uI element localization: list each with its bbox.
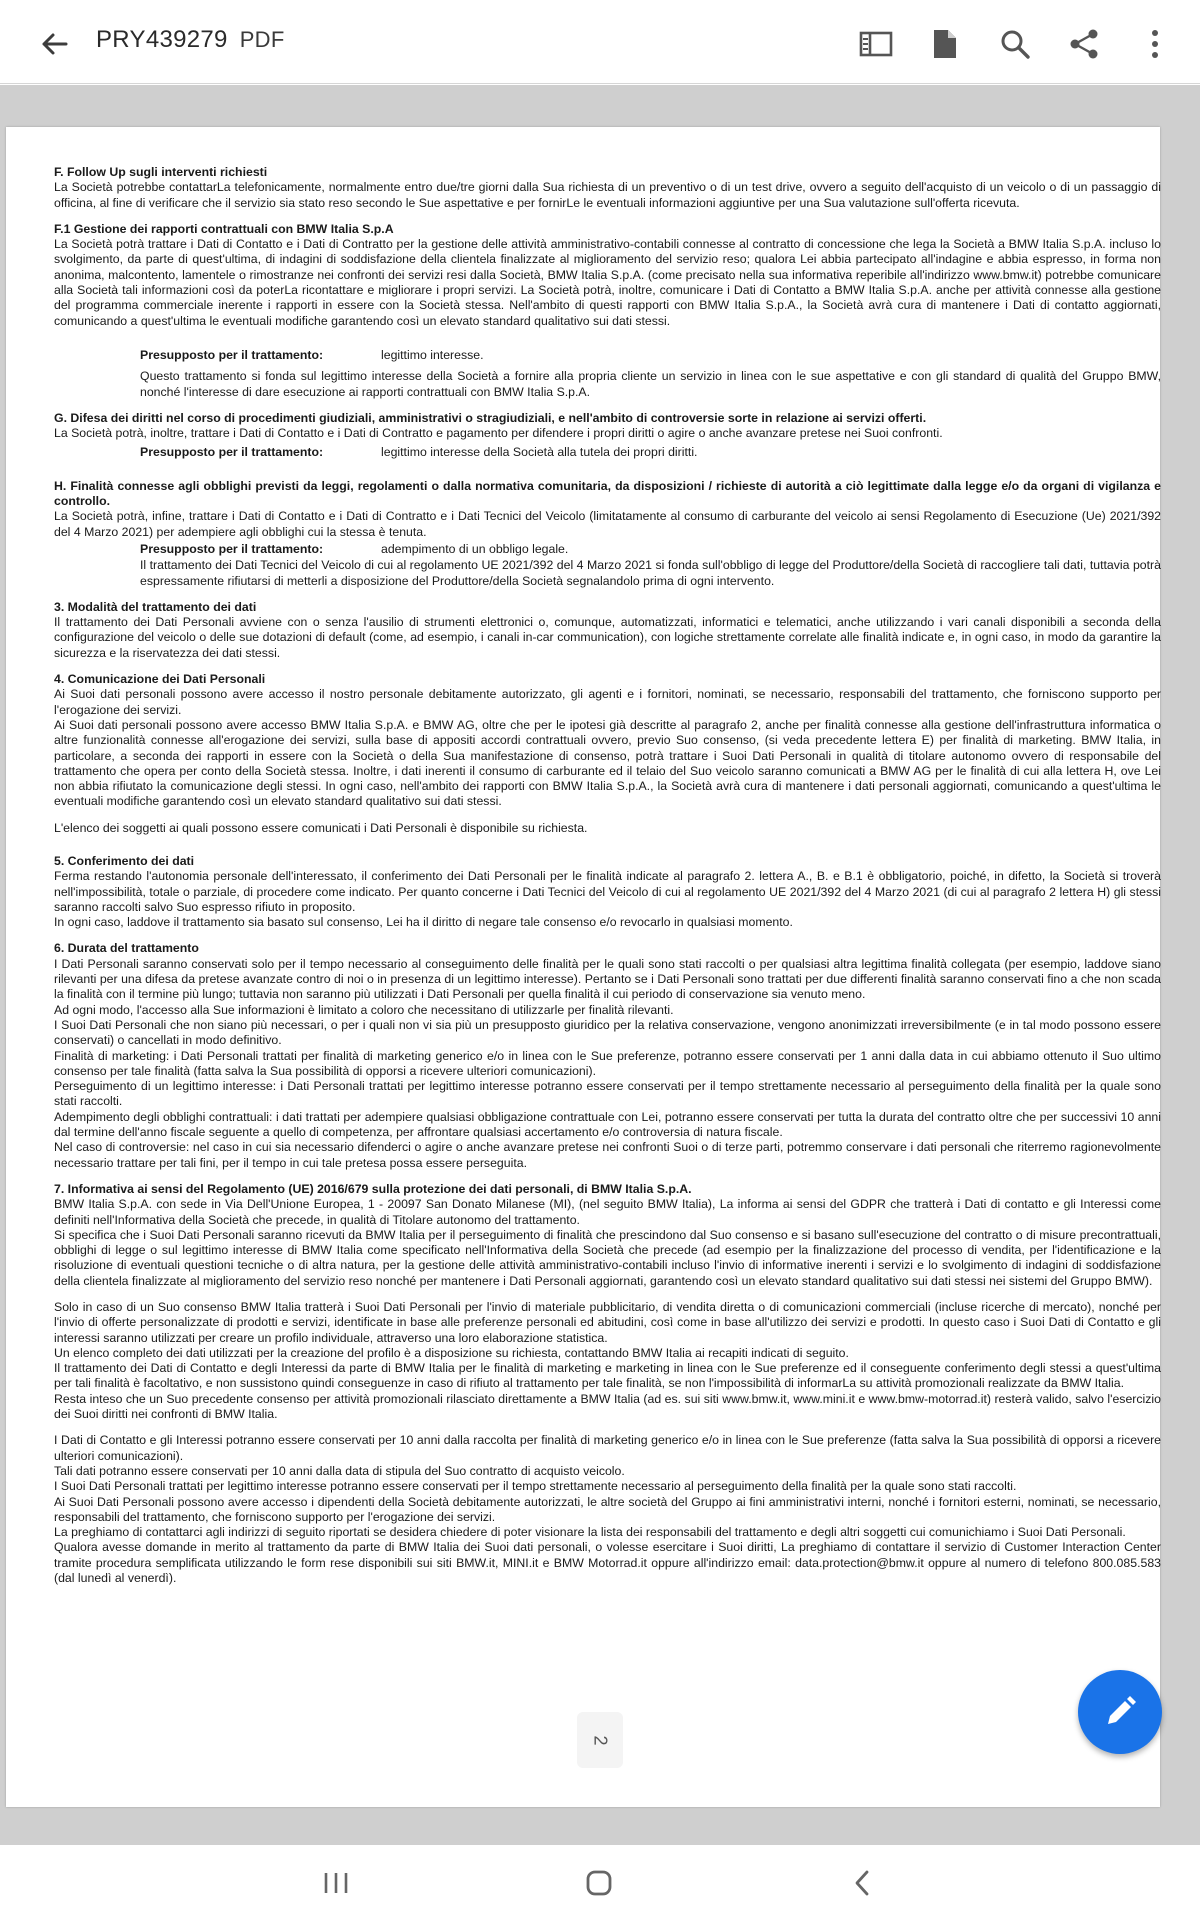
section-h-title: H. Finalità connesse agli obblighi previsti da leggi, regolamenti o dalla normativa comunitaria, da disposizioni / richieste di autorità a ciò legittimate dalla legge e/o da organi di vigilanza e controllo. xyxy=(54,478,1161,509)
pdf-page xyxy=(6,127,1160,1807)
pdf-viewport[interactable] xyxy=(0,85,1200,1845)
section-4-p2: Ai Suoi dati personali possono avere accesso BMW Italia S.p.A. e BMW AG, oltre che per le ipotesi già descritte al paragrafo 2, anche per finalità connesse alla gestione dell'infrastruttura informatica o altre funzionalità connesse all'erogazione dei servizi, sulla base di appositi accordi contrattuali ovvero, previo Suo consenso, (si veda precedente lettera E) per finalità di marketing. BMW Italia, in particolare, a seconda dei rapporti in essere con la Società o della Sua manifestazione di consenso, potrà trattare i Suoi Dati Personali in qualità di titolare autonomo ovvero di responsabile del trattamento che opera per conto della Società stessa. Inoltre, i dati inerenti il consumo di carburante ed il telaio del Suo veicolo saranno comunicati a BMW AG per le finalità di cui alla lettera H, ove Lei non abbia rifiutato la comunicazione degli stessi. In ogni caso, nell'ambito dei rapporti con BMW Italia S.p.A., la Società avrà cura di mantenere i dati personali aggiornati, comunicando a quest'ultima le eventuali modifiche garantendo così un elevato standard qualitativo sui dati stessi. xyxy=(54,717,1161,809)
section-7-p12: Qualora avesse domande in merito al trattamento da parte di BMW Italia dei Suoi dati personali, o volesse esercitare i Suoi diritti, La preghiamo di contattare il servizio di Customer Interaction Center tramite procedura semplificata utilizzando le form rese disponibili sui siti BMW.it, MINI.it e BMW Motorrad.it oppure all'indirizzo email: data.protection@bmw.it oppure al numero di telefono 800.085.583 (dal lunedì al venerdì). xyxy=(54,1540,1161,1586)
spacer xyxy=(54,810,1161,821)
section-6-p7: Nel caso di controversie: nel caso in cui sia necessario difenderci o agire o anche avanzare pretese nei confronti Suoi o di terze parti, potremmo conservare i dati personali che riterremo ragionevolmente necessario trattare per tali fini, per il tempo in cui tale pretesa possa essere perseguita. xyxy=(54,1140,1161,1170)
basis-label: Presupposto per il trattamento: xyxy=(140,541,324,556)
section-7-p2: Si specifica che i Suoi Dati Personali saranno ricevuti da BMW Italia per il perseguimento di finalità che prescindono dal Suo consenso e si basano sull'esecuzione del contratto o di misure precontrattuali, obblighi di legge o sul legittimo interesse di BMW Italia come specificato nell'Informativa della Società che precede (ad esempio per la finalizzazione del processo di vendita, per l'identificazione e la risoluzione di eventuali questioni tecniche o di altra natura, per la gestione delle attività amministrativo-contabili incluso l'invio di informative inerenti i servizi e lo svolgimento di indagini di soddisfazione della clientela finalizzate al miglioramento del servizio reso nonché per mantenere i Dati Personali aggiornati, garantendo così un elevato standard qualitativo sui dati stessi nei sistemi del Gruppo BMW). xyxy=(54,1227,1161,1288)
edit-fab-button[interactable] xyxy=(1078,1670,1162,1754)
section-6-p2: Ad ogni modo, l'accesso alla Sue informazioni è limitato a coloro che necessitano di utilizzarle per finalità rilevanti. xyxy=(54,1002,674,1017)
section-f1-title: F.1 Gestione dei rapporti contrattuali con BMW Italia S.p.A xyxy=(54,221,394,236)
section-f1-basis-text: Questo trattamento si fonda sul legittimo interesse della Società a fornire alla propria cliente un servizio in linea con le sue aspettative e con gli standard di qualità del Gruppo BMW, nonché l'interesse di dare esecuzione ai rapporti contrattuali con BMW Italia S.p.A. xyxy=(140,369,1161,399)
document-icon xyxy=(932,28,958,60)
pencil-icon xyxy=(1103,1695,1137,1729)
section-7-p8: Tali dati potranno essere conservati per 10 anni dalla data di stipula del Suo contratto di acquisto veicolo. xyxy=(54,1463,625,1478)
search-icon xyxy=(999,28,1031,60)
section-5-p1: Ferma restando l'autonomia personale dell'interessato, il conferimento dei Dati Personali per le finalità indicate al paragrafo 2. lettera A., B. e B.1 è obbligatorio, poiché, in difetto, la Società si troverà nell'impossibilità, totale o parziale, di procedere come indicato. Per quanto concerne i Dati Tecnici del Veicolo di cui al regolamento UE 2021/392 del 4 Marzo 2021 (di cui al paragrafo 2 lettera H) gli stessi saranno raccolti salvo Suo espresso rifiuto in proposito. xyxy=(54,869,1161,914)
section-4-p3: L'elenco dei soggetti ai quali possono essere comunicati i Dati Personali è disponibile su richiesta. xyxy=(54,820,588,835)
section-f-text: La Società potrebbe contattarLa telefonicamente, normalmente entro due/tre giorni dalla Sua richiesta di un preventivo o di un test drive, ovvero a seguito dell'acquisto di un veicolo o di un passaggio di officina, al fine di verificare che il servizio sia stato reso secondo le Sue aspettative e per fornirLe le eventuali informazioni aggiuntive per una Sua valutazione sull'offerta ricevuta. xyxy=(54,180,1161,210)
recent-apps-button[interactable] xyxy=(314,1861,358,1905)
recent-apps-icon xyxy=(321,1870,351,1896)
layout-icon xyxy=(859,30,893,58)
back-arrow-icon xyxy=(34,24,74,64)
document-text xyxy=(54,165,1161,1586)
section-6-p4: Finalità di marketing: i Dati Personali trattati per finalità di marketing generico e/o in linea con le Sue preferenze, potranno essere conservati per 1 anni dalla data in cui abbiamo ottenuto il Suo ultimo consenso per tale finalità (fatta salva la Sua possibilità di opporsi a ricevere ulteriori comunicazioni). xyxy=(54,1048,1161,1078)
section-f1-text: La Società potrà trattare i Dati di Contatto e i Dati di Contratto per la gestione delle attività amministrativo-contabili connesse al contratto di concessione che lega la Società a BMW Italia S.p.A. incluso lo svolgimento, da parte di quest'ultima, di indagini di soddisfazione della clientela finalizzate al miglioramento del servizio reso; qualora Lei abbia partecipato all'indagine e abbia espresso, in forma non anonima, malcontento, lamentele o rimostranze nei confronti dei servizi resi dalla Società, BMW Italia S.p.A. (come precisato nella sua informativa reperibile all'indirizzo www.bmw.it) potrebbe comunicare alla Società tali informazioni così da poterLa ricontattare e migliorare i propri servizi. La Società potrà, inoltre, comunicare i Dati di Contatto a BMW Italia S.p.A. anche per attività connesse alla gestione del programma commerciale inerente i rapporti in essere con la Società stessa. Nell'ambito di questi rapporti con BMW Italia S.p.A., la Società avrà cura di mantenere i Dati di contatto aggiornati, comunicando a quest'ultima le eventuali modifiche garantendo così un elevato standard qualitativo sui dati stessi. xyxy=(54,237,1161,328)
section-7-title: 7. Informativa ai sensi del Regolamento (UE) 2016/679 sulla protezione dei dati personali, di BMW Italia S.p.A. xyxy=(54,1181,692,1196)
section-g-basis xyxy=(140,445,1161,460)
home-icon xyxy=(584,1868,614,1898)
top-app-bar xyxy=(0,0,1200,84)
section-g-text: La Società potrà, inoltre, trattare i Dati di Contatto e i Dati di Contratto e pagamento per difendere i propri diritti o agire o anche avanzare pretese nei Suoi confronti. xyxy=(54,426,943,441)
more-vert-icon xyxy=(1150,29,1160,59)
section-4-p1: Ai Suoi dati personali possono avere accesso il nostro personale debitamente autorizzato, gli agenti e i fornitori, nominati, se necessario, responsabili del trattamento, che forniscono supporto per l'erogazione dei servizi. xyxy=(54,687,1161,717)
spacer xyxy=(54,1289,1161,1300)
section-3-title: 3. Modalità del trattamento dei dati xyxy=(54,599,257,614)
more-options-button[interactable] xyxy=(1135,24,1175,64)
section-g-title: G. Difesa dei diritti nel corso di procedimenti giudiziali, amministrativi o stragiudiziali, e nell'ambito di controversie sorte in relazione ai servizi offerti. xyxy=(54,410,927,425)
section-7-p5: Il trattamento dei Dati di Contatto e degli Interessi da parte di BMW Italia per le finalità di marketing e marketing in linea con le Sue preferenze ed il conseguente conferimento degli stessi a quest'ultima per tali finalità è facoltativo, e non sussistono quindi conseguenze in caso di rifiuto al trattamento per tale finalità, se non l'impossibilità di informarLa su attività promozionali realizzate da BMW Italia. xyxy=(54,1361,1161,1391)
section-6-p5: Perseguimento di un legittimo interesse: i Dati Personali trattati per legittimo interesse potranno essere conservati per il tempo strettamente necessario al perseguimento della finalità per la quale sono stati raccolti. xyxy=(54,1079,1161,1109)
section-5-p2: In ogni caso, laddove il trattamento sia basato sul consenso, Lei ha il diritto di negare tale consenso e/o revocarlo in qualsiasi momento. xyxy=(54,915,793,930)
section-7-p7: I Dati di Contatto e gli Interessi potranno essere conservati per 10 anni dalla raccolta per finalità di marketing generico e/o in linea con le Sue preferenze (fatta salva la Sua possibilità di opporsi a ricevere ulteriori comunicazioni). xyxy=(54,1433,1161,1463)
back-button[interactable] xyxy=(34,24,74,64)
section-6-p1: I Dati Personali saranno conservati solo per il tempo necessario al conseguimento delle finalità per le quali sono stati raccolti o per qualsiasi altra legittima finalità collegata (per esempio, laddove siano rilevanti per una difesa da pretese avanzate contro di noi o in presenza di un legittimo interesse). Pertanto se i Dati Personali sono trattati per due differenti finalità saranno conservati fino a che non scada la finalità con il termine più lungo; tuttavia non saranno più utilizzati i Dati Personali per quella finalità il cui periodo di conservazione sia venuto meno. xyxy=(54,956,1161,1002)
section-7-p10: Ai Suoi Dati Personali possono avere accesso i dipendenti della Società debitamente autorizzati, le altre società del Gruppo ai fini amministrativi interni, nonché i fornitori esterni, nominati, se necessario, responsabili del trattamento, che forniscono supporto per l'erogazione dei servizi. xyxy=(54,1494,1161,1524)
nav-back-icon xyxy=(851,1868,873,1898)
basis-value: legittimo interesse della Società alla tutela dei propri diritti. xyxy=(381,445,698,460)
section-7-p3: Solo in caso di un Suo consenso BMW Italia tratterà i Suoi Dati Personali per l'invio di materiale pubblicitario, di vendita diretta o di comunicazioni commerciali (incluse ricerche di mercato), nonché per l'invio di offerte personalizzate di prodotti e servizi, identificate in base alle preferenze personali ed abitudini, così come in base all'utilizzo dei servizi e prodotti. In questo caso i Suoi Dati di Contatto e gli interessi saranno utilizzati per creare un profilo individuale, attraverso una loro elaborazione statistica. xyxy=(54,1300,1161,1345)
share-button[interactable] xyxy=(1064,24,1104,64)
section-7-p9: I Suoi Dati Personali trattati per legittimo interesse potranno essere conservati per il tempo strettamente necessario al perseguimento della finalità per la quale sono stati raccolti. xyxy=(54,1479,1017,1494)
file-name: PRY439279 xyxy=(96,26,228,53)
page-number: 2 xyxy=(590,1734,611,1746)
home-button[interactable] xyxy=(577,1861,621,1905)
layout-button[interactable] xyxy=(856,24,896,64)
basis-value: adempimento di un obbligo legale. xyxy=(381,541,569,556)
search-button[interactable] xyxy=(995,24,1035,64)
section-6-p3: I Suoi Dati Personali che non siano più necessari, o per i quali non vi sia più un presupposto giuridico per la relativa conservazione, vengono anonimizzati irreversibilmente (e in tal modo possono essere conservati) o cancellati in modo definitivo. xyxy=(54,1017,1161,1048)
system-navigation-bar xyxy=(0,1845,1200,1920)
section-h-text: La Società potrà, infine, trattare i Dati di Contatto e i Dati di Contratto e i Dati Tecnici del Veicolo (limitatamente al consumo di carburante del veicolo ai sensi Regolamento di Esecuzione (Ue) 2021/392 del 4 Marzo 2021) per adempiere agli obblighi cui la stessa è tenuta. xyxy=(54,509,1161,539)
file-type: PDF xyxy=(239,27,285,52)
spacer xyxy=(54,1422,1161,1433)
section-6-title: 6. Durata del trattamento xyxy=(54,941,199,956)
section-3-text: Il trattamento dei Dati Personali avviene con o senza l'ausilio di strumenti elettronici o, comunque, automatizzati, informatici e telematici, anche utilizzando i vari canali disponibili a seconda della configurazione del veicolo o delle sue dotazioni di default (come, ad esempio, i canali in-car communication), con logiche strettamente correlate alle finalità indicate e, in ogni caso, in modo da garantire la sicurezza e la riservatezza dei dati stessi. xyxy=(54,615,1161,660)
section-7-p4: Un elenco completo dei dati utilizzati per la creazione del profilo è a disposizione su richiesta, contattando BMW Italia ai recapiti indicati di seguito. xyxy=(54,1345,849,1360)
share-icon xyxy=(1068,28,1100,60)
document-button[interactable] xyxy=(925,24,965,64)
page-number-indicator xyxy=(577,1712,623,1768)
basis-label: Presupposto per il trattamento: xyxy=(140,445,324,460)
section-f-title: F. Follow Up sugli interventi richiesti xyxy=(54,165,268,179)
basis-value: legittimo interesse. xyxy=(381,347,484,362)
basis-label: Presupposto per il trattamento: xyxy=(140,347,324,362)
section-h-basis-text: Il trattamento dei Dati Tecnici del Veicolo di cui al regolamento UE 2021/392 del 4 Marzo 2021 si fonda sull'obbligo di legge del Produttore/della Società di raccogliere tali dati, tuttavia potrà espressamente rifiutarsi di metterli a disposizione del Produttore/della Società segnalandolo prima di ogni intervento. xyxy=(140,558,1161,588)
file-title xyxy=(96,26,285,54)
section-4-title: 4. Comunicazione dei Dati Personali xyxy=(54,672,266,687)
section-7-p1: BMW Italia S.p.A. con sede in Via Dell'Unione Europea, 1 - 20097 San Donato Milanese (MI), (nel seguito BMW Italia), La informa ai sensi del GDPR che tratterà i Dati di contatto e gli Interessi come definiti nell'Informativa della Società che precede, in qualità di Titolare autonomo del trattamento. xyxy=(54,1197,1161,1227)
section-7-p6: Resta inteso che un Suo precedente consenso per attività promozionali rilasciato direttamente a BMW Italia (ad es. sui siti www.bmw.it, www.mini.it e www.bmw-motorrad.it) resterà valido, salvo l'esercizio dei Suoi diritti nei confronti di BMW Italia. xyxy=(54,1391,1161,1422)
section-h-basis xyxy=(140,542,1161,557)
nav-back-button[interactable] xyxy=(840,1861,884,1905)
section-6-p6: Adempimento degli obblighi contrattuali: i dati trattati per adempiere qualsiasi obbligazione contrattuale con Lei, potranno essere conservati per tutta la durata del contratto oltre che per successivi 10 anni dal termine dell'anno fiscale seguente a quello di competenza, per affrontare qualsiasi accertamento e/o controversia di natura fiscale. xyxy=(54,1109,1161,1140)
section-7-p11: La preghiamo di contattarci agli indirizzi di seguito riportati se desidera chiedere di poter visionare la lista dei responsabili del trattamento e degli altri soggetti cui comunichiamo i Suoi Dati Personali. xyxy=(54,1525,1126,1540)
section-5-title: 5. Conferimento dei dati xyxy=(54,853,195,868)
section-f1-basis xyxy=(140,348,1161,363)
